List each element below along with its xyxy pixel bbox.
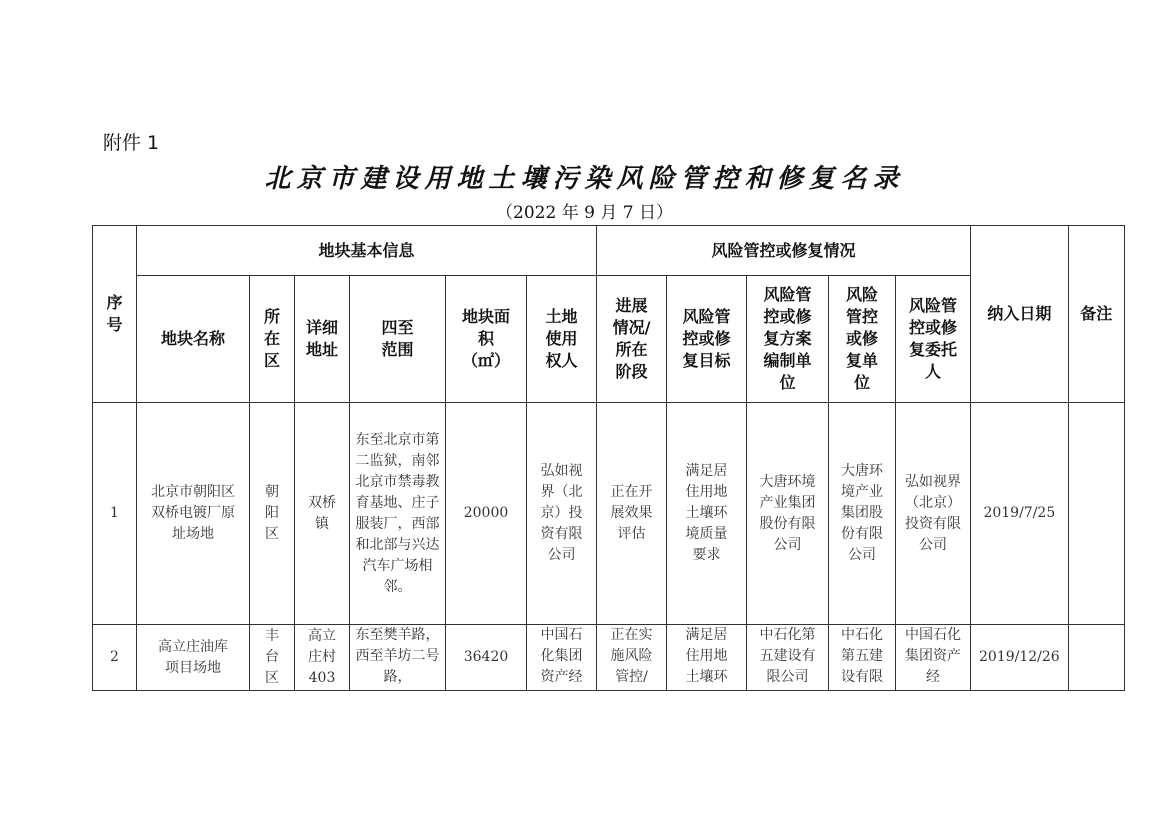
table-row xyxy=(93,403,1125,625)
cell-area: 36420 xyxy=(446,625,527,691)
cell-remarks xyxy=(1068,625,1124,691)
cell-address: 高立庄村403 xyxy=(295,625,350,691)
header-seq: 序号 xyxy=(93,226,137,403)
cell-district: 朝阳区 xyxy=(250,403,295,625)
table-row xyxy=(93,625,1125,691)
col-exec-unit: 风险管控或修复单位 xyxy=(829,276,896,403)
cell-address: 双桥镇 xyxy=(295,403,350,625)
cell-plan-unit: 中石化第五建设有限公司 xyxy=(747,625,829,691)
header-include-date: 纳入日期 xyxy=(971,226,1069,403)
cell-seq: 2 xyxy=(93,625,137,691)
col-land-user: 土地使用权人 xyxy=(527,276,597,403)
cell-plot-name: 高立庄油库项目场地 xyxy=(137,625,250,691)
cell-area: 20000 xyxy=(446,403,527,625)
cell-district: 丰台区 xyxy=(250,625,295,691)
document-title: 北京市建设用地土壤污染风险管控和修复名录 xyxy=(264,164,905,194)
header-basic-info: 地块基本信息 xyxy=(137,226,597,276)
cell-exec-unit: 中石化第五建设有限 xyxy=(829,625,896,691)
col-progress: 进展情况/所在阶段 xyxy=(597,276,667,403)
col-district: 所在区 xyxy=(250,276,295,403)
cell-client: 弘如视界（北京）投资有限公司 xyxy=(896,403,971,625)
cell-target: 满足居住用地土壤环 xyxy=(667,625,747,691)
cell-seq: 1 xyxy=(93,403,137,625)
cell-plan-unit: 大唐环境产业集团股份有限公司 xyxy=(747,403,829,625)
col-plot-name: 地块名称 xyxy=(137,276,250,403)
cell-boundaries: 东至北京市第二监狱，南邻北京市禁毒教育基地、庄子服装厂，西部和北部与兴达汽车广场相邻。 xyxy=(350,403,446,625)
col-boundaries: 四至范围 xyxy=(350,276,446,403)
cell-plot-name: 北京市朝阳区双桥电镀厂原址场地 xyxy=(137,403,250,625)
attachment-label: 附件 1 xyxy=(103,132,160,154)
col-plan-unit: 风险管控或修复方案编制单位 xyxy=(747,276,829,403)
cell-land-user: 弘如视界（北京）投资有限公司 xyxy=(527,403,597,625)
registry-table xyxy=(92,225,1125,691)
document-date: （2022 年 9 月 7 日） xyxy=(496,203,673,223)
cell-exec-unit: 大唐环境产业集团股份有限公司 xyxy=(829,403,896,625)
cell-include-date: 2019/12/26 xyxy=(971,625,1069,691)
col-area: 地块面积（㎡） xyxy=(446,276,527,403)
col-address: 详细地址 xyxy=(295,276,350,403)
cell-client: 中国石化集团资产经 xyxy=(896,625,971,691)
cell-progress: 正在开展效果评估 xyxy=(597,403,667,625)
header-remarks: 备注 xyxy=(1068,226,1124,403)
col-target: 风险管控或修复目标 xyxy=(667,276,747,403)
cell-boundaries: 东至樊羊路，西至羊坊二号路， xyxy=(350,625,446,691)
header-risk-info: 风险管控或修复情况 xyxy=(597,226,971,276)
cell-progress: 正在实施风险管控/ xyxy=(597,625,667,691)
cell-land-user: 中国石化集团资产经 xyxy=(527,625,597,691)
cell-include-date: 2019/7/25 xyxy=(971,403,1069,625)
col-client: 风险管控或修复委托人 xyxy=(896,276,971,403)
cell-target: 满足居住用地土壤环境质量要求 xyxy=(667,403,747,625)
cell-remarks xyxy=(1068,403,1124,625)
